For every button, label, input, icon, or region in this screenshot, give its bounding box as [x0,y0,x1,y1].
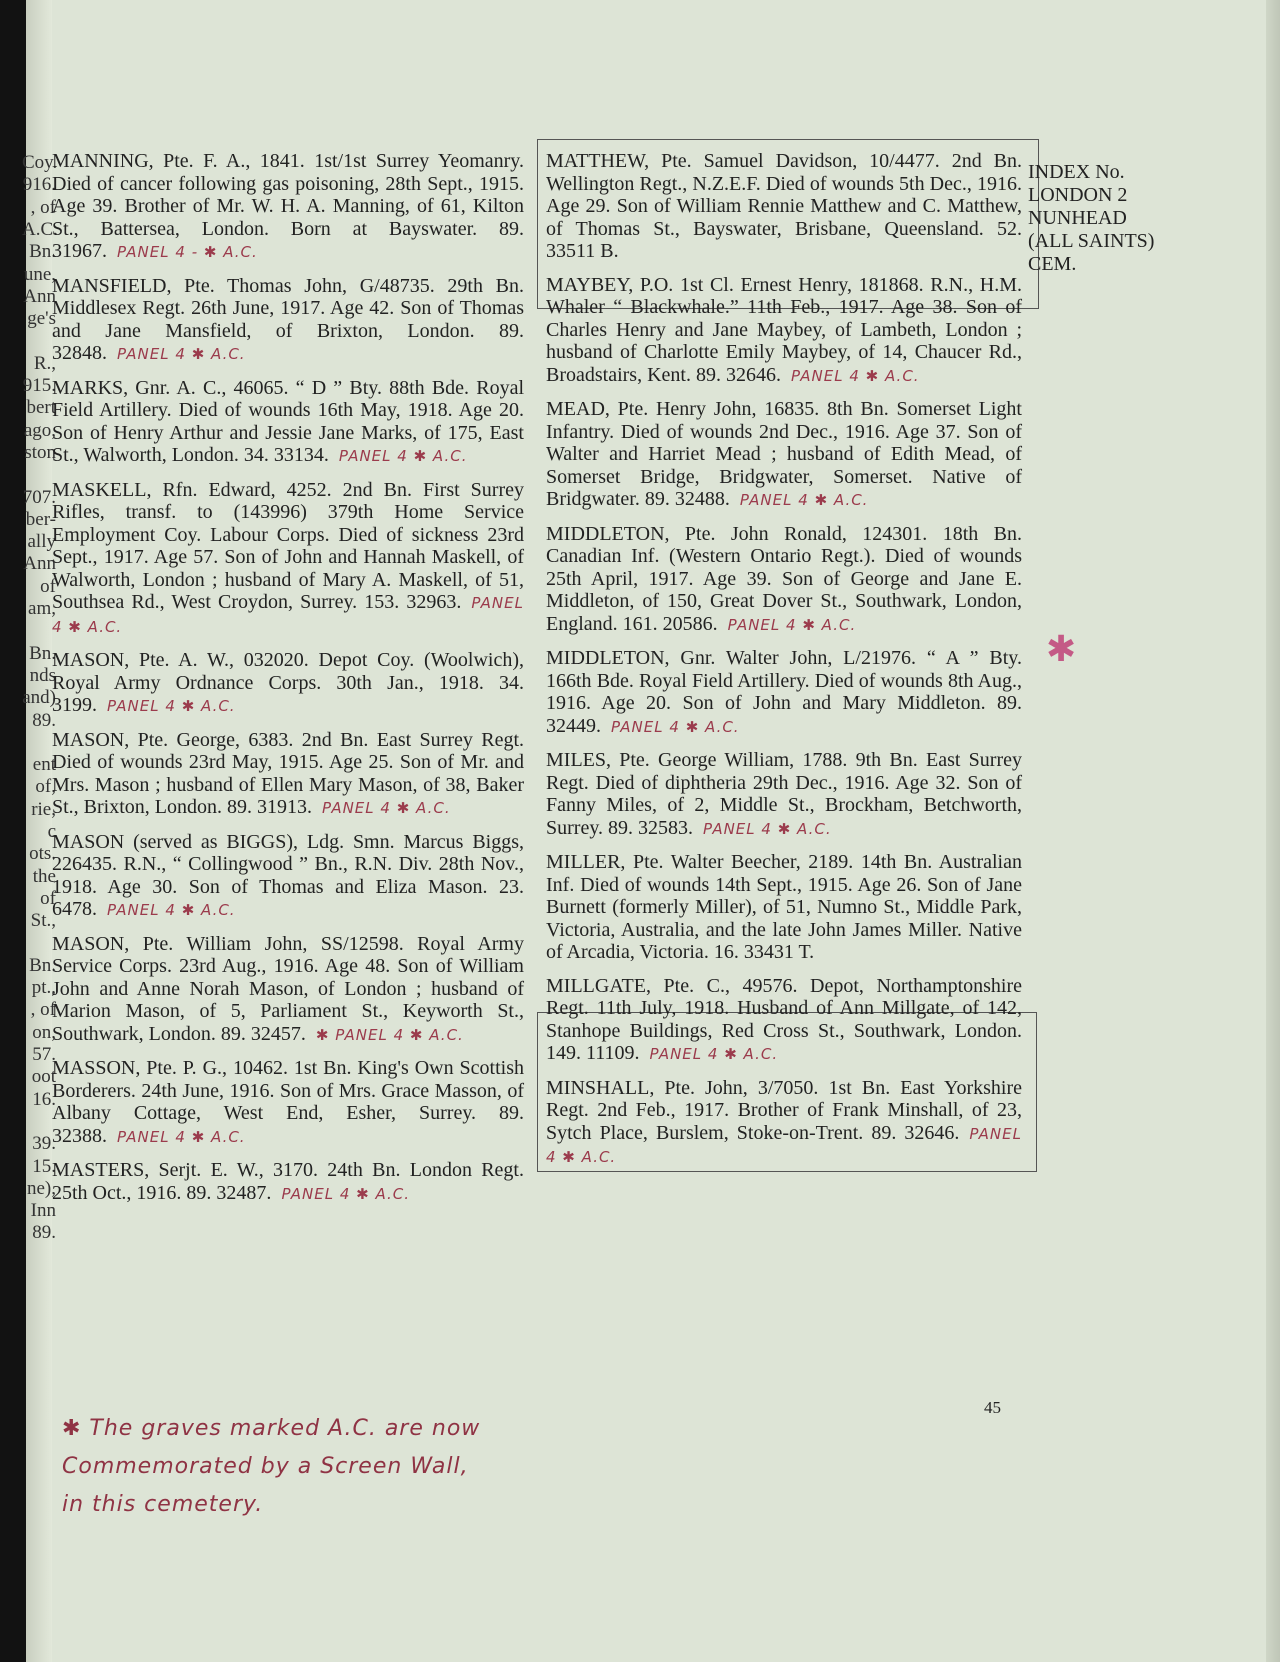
crop-fragment: ne), [26,1177,56,1199]
crop-fragment: , of [30,999,56,1021]
crop-fragment: 16. [32,1088,56,1110]
handwritten-footnote [62,1410,582,1524]
entry-text: MILLGATE, Pte. C., 49576. Depot, Northamptonshire Regt. 11th July, 1918. Husband of Ann Millgate, of 142, Stanhope Buildings, Red Cross St., Southwark, London. 149. 11109. [546,974,1022,1064]
right-column [546,150,1022,1180]
panel-annotation: PANEL 4 ✱ A.C. [727,615,857,634]
panel-annotation: PANEL 4 - ✱ A.C. [117,243,258,261]
crop-fragment: am, [28,598,56,619]
casualty-entry [546,749,1022,840]
crop-fragment: 15. [32,1155,56,1177]
index-line: INDEX No. [1028,161,1125,183]
casualty-entry [52,479,524,639]
crop-fragment: Bn. [29,241,56,263]
entry-text: MASTERS, Serjt. E. W., 3170. 24th Bn. London Regt. 25th Oct., 1916. 89. 32487. [52,1159,524,1204]
casualty-entry [52,275,524,366]
crop-fragment: 89. [32,1222,56,1244]
crop-fragment: and) [22,687,56,709]
casualty-entry [52,649,524,718]
panel-annotation: PANEL 4 ✱ A.C. [107,697,236,715]
crop-fragment: of [40,575,56,597]
casualty-entry [52,729,524,820]
entry-text: MARKS, Gnr. A. C., 46065. “ D ” Bty. 88th Bde. Royal Field Artillery. Died of wounds 16th May, 1918. Age 20. Son of Henry Arthur and Jessie Jane Marks, of 175, East St., Walworth, London. 34. 33134. [52,376,524,466]
casualty-entry [546,975,1022,1066]
crop-fragment: Inn [30,1200,56,1222]
entry-text: MANNING, Pte. F. A., 1841. 1st/1st Surrey Yeomanry. Died of cancer following gas poisoning, 28th Sept., 1915. Age 39. Brother of Mr. W. H. A. Manning, of 61, Kilton St., Battersea, London. Born at Bayswater. 89. 31967. [52,150,524,262]
casualty-entry [52,1159,524,1205]
crop-fragment: the [32,865,56,887]
crop-fragment: on, [32,1021,56,1043]
index-block [1028,161,1154,276]
crop-fragment: 57. [32,1044,56,1065]
crop-fragment: ber- [25,508,56,530]
left-column [52,150,524,1216]
crop-fragment: of, [35,776,56,798]
crop-fragment: une, [23,263,56,285]
entry-text: MIDDLETON, Pte. John Ronald, 124301. 18th Bn. Canadian Inf. (Western Ontario Regt.). Died of wounds 25th April, 1917. Age 39. Son of George and Jane E. Middleton, of 150, Great Dover St., Southwark, London, England. 161. 20586. [546,522,1022,635]
panel-annotation: PANEL 4 ✱ A.C. [322,799,451,817]
star-mark-icon: ✱ [1046,629,1077,669]
page-number: 45 [984,1398,1001,1417]
entry-text: MILES, Pte. George William, 1788. 9th Bn. East Surrey Regt. Died of diphtheria 29th Dec., 1916. Age 32. Son of Fanny Miles, of 2, Middle St., Brockham, Betchworth, Surrey. 89. 32583. [546,749,1022,839]
page-edge-right [1266,0,1280,1662]
index-line: LONDON 2 [1028,184,1128,206]
entry-text: MANSFIELD, Pte. Thomas John, G/48735. 29th Bn. Middlesex Regt. 26th June, 1917. Age 42. Son of Thomas and Jane Mansfield, of Brixton, London. 89. 32848. [52,274,524,364]
index-line: (ALL SAINTS) [1028,230,1155,252]
entry-text: MASON (served as BIGGS), Ldg. Smn. Marcus Biggs, 226435. R.N., “ Collingwood ” Bn., R.N. Div. 28th Nov., 1918. Age 30. Son of Thomas and Eliza Mason. 23. 6478. [52,830,524,920]
entry-text: MASON, Pte. William John, SS/12598. Royal Army Service Corps. 23rd Aug., 1916. Age 48. Son of William John and Anne Norah Mason, of London ; husband of Marion Mason, of 5, Parliament St., Keyworth St., Southwark, London. 89. 32457. [52,932,524,1045]
crop-fragment: Ann [23,553,56,575]
casualty-entry [546,274,1022,388]
crop-fragment: Bn. [29,642,56,664]
crop-fragment: ally [27,531,56,553]
crop-fragment: ston [24,441,56,463]
crop-fragment: ent [32,754,56,776]
entry-text: MIDDLETON, Gnr. Walter John, L/21976. “ A ” Bty. 166th Bde. Royal Field Artillery. Died of wounds 8th Aug., 1916. Age 20. Son of John and Mary Middleton. 89. 32449. [546,647,1022,737]
index-line: CEM. [1028,253,1077,275]
crop-fragment: pt., [31,977,56,999]
entry-text: MINSHALL, Pte. John, 3/7050. 1st Bn. East Yorkshire Regt. 2nd Feb., 1917. Brother of Frank Minshall, of 23, Sytch Place, Burslem, Stoke-on-Trent. 89. 32646. [546,1076,1022,1144]
crop-fragment: nds [29,664,56,686]
crop-fragment: St., [30,910,56,932]
crop-fragment: ge's [27,308,56,330]
casualty-entry [52,831,524,922]
index-line: NUNHEAD [1028,207,1127,229]
crop-fragment: 707. [22,486,56,508]
crop-fragment: A.C. [22,218,58,240]
entry-text: MILLER, Pte. Walter Beecher, 2189. 14th Bn. Australian Inf. Died of wounds 14th Sept., 1915. Age 26. Son of Jane Burnett (formerly Miller), of 51, Numno St., Middle Park, Victoria, Australia, and the late John James Miller. Native of Arcadia, Victoria. 16. 33431 T. [546,851,1022,963]
crop-fragment: c [47,821,56,842]
crop-fragment: 915. [22,375,56,396]
crop-fragment: Bn. [29,954,56,976]
crop-fragment: 89. [32,709,56,731]
casualty-entry [52,150,524,264]
casualty-entry [52,377,524,468]
entry-text: MASON, Pte. A. W., 032020. Depot Coy. (Woolwich), Royal Army Ordnance Corps. 30th Jan., 1918. 34. 3199. [52,649,524,716]
crop-fragment: Coy. [22,152,58,173]
crop-fragment: of [40,887,56,909]
panel-annotation: PANEL 4 ✱ A.C. [117,1127,246,1146]
crop-fragment: rie, [31,798,56,820]
entry-text: MASKELL, Rfn. Edward, 4252. 2nd Bn. First Surrey Rifles, transf. to (143996) 379th Home Service Employment Coy. Labour Corps. Died of sickness 23rd Sept., 1917. Age 57. Son of John and Hannah Maskell, of Walworth, London ; husband of Mary A. Maskell, of 51, Southsea Rd., West Croydon, Surrey. 153. 32963. [52,478,524,613]
panel-annotation: PANEL 4 ✱ A.C. [338,447,468,465]
casualty-entry [546,1077,1022,1169]
panel-annotation: PANEL 4 ✱ A.C. [703,819,832,838]
entry-text: MASON, Pte. George, 6383. 2nd Bn. East Surrey Regt. Died of wounds 23rd May, 1915. Age 25. Son of Mr. and Mrs. Mason ; husband of Ellen Mary Mason, of 38, Baker St., Brixton, London. 89. 31913. [52,728,524,818]
entry-text: MATTHEW, Pte. Samuel Davidson, 10/4477. 2nd Bn. Wellington Regt., N.Z.E.F. Died of wounds 5th Dec., 1916. Age 29. Son of William Rennie Matthew and C. Matthew, of Thomas St., Bayswater, Brisbane, Queensland. 52. 33511 B. [546,150,1022,262]
crop-fragment: ago, [23,419,56,441]
casualty-entry [52,1057,524,1148]
casualty-entry [546,398,1022,512]
casualty-entry [546,150,1022,263]
crop-fragment: 916. [22,174,56,196]
panel-annotation: PANEL 4 ✱ A.C. [546,1124,1022,1166]
panel-annotation: PANEL 4 ✱ A.C. [739,491,869,509]
crop-fragment: ots. [29,843,56,865]
crop-fragment: Ann [23,285,56,307]
crop-fragment: 39. [32,1133,56,1155]
casualty-entry [52,933,524,1047]
panel-annotation: PANEL 4 ✱ A.C. [281,1184,411,1203]
panel-annotation: PANEL 4 ✱ A.C. [117,345,246,363]
casualty-entry [546,523,1022,637]
panel-annotation: PANEL 4 ✱ A.C. [611,717,740,736]
entry-text: MAYBEY, P.O. 1st Cl. Ernest Henry, 181868. R.N., H.M. Whaler “ Blackwhale.” 11th Feb., 1917. Age 38. Son of Charles Henry and Jane Maybey, of Lambeth, London ; husband of Charlotte Emily Maybey, of 14, Chaucer Rd., Broadstairs, Kent. 89. 32646. [546,273,1022,386]
footnote-line: Commemorated by a Screen Wall, [62,1454,469,1479]
casualty-entry [546,647,1022,738]
crop-fragment: R., [33,352,56,374]
panel-annotation: PANEL 4 ✱ A.C. [649,1045,779,1063]
crop-fragment: bert [26,397,56,419]
panel-annotation: PANEL 4 ✱ A.C. [52,594,524,636]
panel-annotation: PANEL 4 ✱ A.C. [790,366,920,385]
crop-fragment: oot [31,1066,56,1088]
entry-text: MEAD, Pte. Henry John, 16835. 8th Bn. Somerset Light Infantry. Died of wounds 2nd Dec., 1916. Age 37. Son of Walter and Harriet Mead ; husband of Edith Mead, of Somerset Bridge, Bridgwater, Somerset. Native of Bridgwater. 89. 32488. [546,398,1022,510]
panel-annotation: PANEL 4 ✱ A.C. [107,901,236,919]
footnote-line: in this cemetery. [62,1492,264,1517]
footnote-line: ✱ The graves marked A.C. are now [62,1416,481,1441]
panel-annotation: ✱ PANEL 4 ✱ A.C. [315,1025,464,1044]
crop-fragment: , of [30,196,56,218]
casualty-entry [546,851,1022,964]
entry-text: MASSON, Pte. P. G., 10462. 1st Bn. King's Own Scottish Borderers. 24th June, 1916. Son of Mrs. Grace Masson, of Albany Cottage, West End, Esher, Surrey. 89. 32388. [52,1057,524,1147]
